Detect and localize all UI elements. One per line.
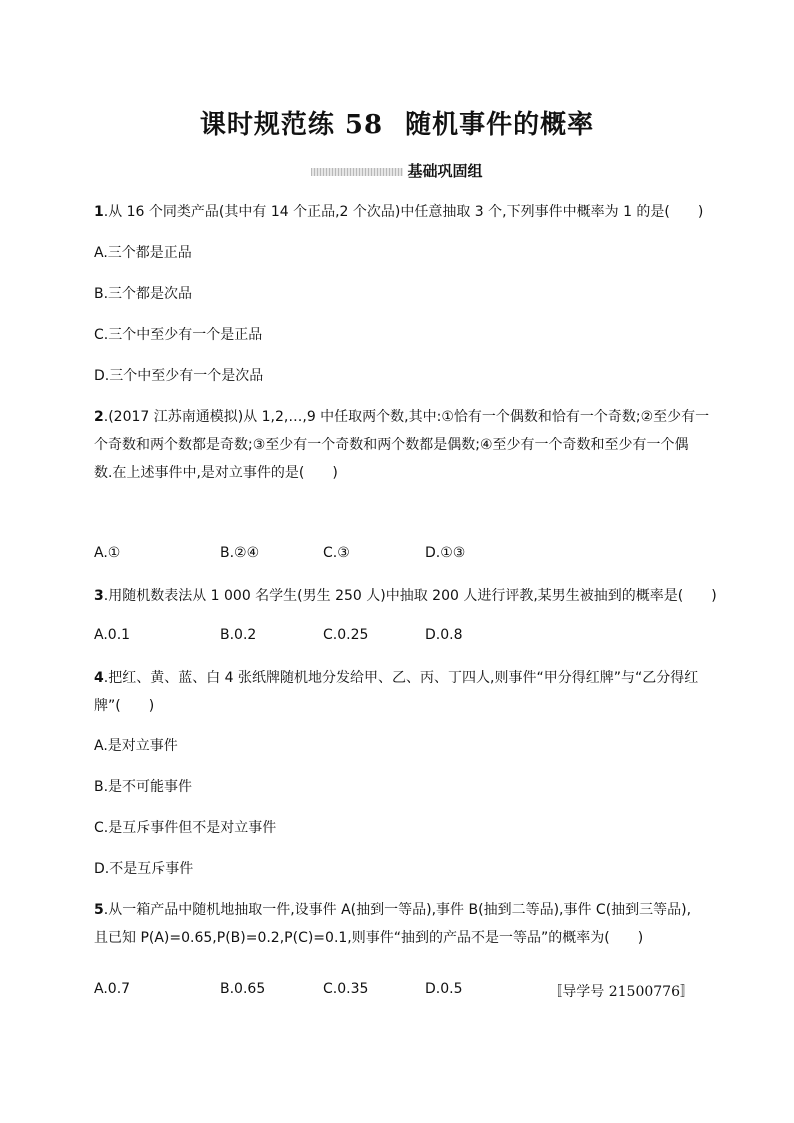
section-header	[0, 160, 794, 181]
title-part1: 课时规范练 58	[199, 110, 384, 140]
question-5-option-b: B.0.65	[220, 981, 266, 997]
question-3-option-a: A.0.1	[94, 627, 131, 643]
question-2-option-a: A.①	[94, 545, 121, 561]
question-1-option-b: B.三个都是次品	[94, 286, 193, 302]
question-number: 5	[94, 902, 104, 918]
question-4-option-d: D.不是互斥事件	[94, 861, 194, 877]
guide-number: 〚导学号 21500776〛	[548, 984, 694, 1000]
question-4-option-a: A.是对立事件	[94, 738, 178, 754]
question-1-option-c: C.三个中至少有一个是正品	[94, 327, 263, 343]
question-number: 3	[94, 588, 104, 604]
question-5-option-d: D.0.5	[425, 981, 463, 997]
title-part2: 随机事件的概率	[405, 110, 595, 140]
question-3-stem	[94, 586, 717, 606]
question-2-stem-line-2: 个奇数和两个数都是奇数;③至少有一个奇数和两个数都是偶数;④至少有一个奇数和至少有一个偶	[94, 437, 689, 453]
question-text: .从一箱产品中随机地抽取一件,设事件 A(抽到一等品),事件 B(抽到二等品),事件 C(抽到三等品),	[103, 902, 692, 918]
question-5-option-a: A.0.7	[94, 981, 131, 997]
question-3-option-c: C.0.25	[323, 627, 369, 643]
question-text: .从 16 个同类产品(其中有 14 个正品,2 个次品)中任意抽取 3 个,下列事件中概率为 1 的是( )	[103, 204, 704, 220]
question-4-option-b: B.是不可能事件	[94, 779, 193, 795]
question-1-stem	[94, 202, 703, 222]
question-2-stem-line-3: 数.在上述事件中,是对立事件的是( )	[94, 465, 338, 481]
page-title	[0, 104, 794, 141]
question-number: 2	[94, 409, 104, 425]
question-1-option-d: D.三个中至少有一个是次品	[94, 368, 264, 384]
question-5-stem-line-1	[94, 900, 691, 920]
question-text: .用随机数表法从 1 000 名学生(男生 250 人)中抽取 200 人进行评教,某男生被抽到的概率是( )	[103, 588, 717, 604]
question-2-option-d: D.①③	[425, 545, 466, 561]
section-bar-decoration	[311, 168, 403, 176]
question-3-option-d: D.0.8	[425, 627, 463, 643]
question-4-stem-line-1	[94, 668, 698, 688]
question-1-option-a: A.三个都是正品	[94, 245, 192, 261]
question-5-stem-line-2: 且已知 P(A)=0.65,P(B)=0.2,P(C)=0.1,则事件“抽到的产品不是一等品”的概率为( )	[94, 930, 644, 946]
question-text: .把红、黄、蓝、白 4 张纸牌随机地分发给甲、乙、丙、丁四人,则事件“甲分得红牌”与“乙分得红	[103, 670, 699, 686]
question-2-option-b: B.②④	[220, 545, 260, 561]
question-text: .(2017 江苏南通模拟)从 1,2,…,9 中任取两个数,其中:①恰有一个偶数和恰有一个奇数;②至少有一	[103, 409, 710, 425]
question-5-option-c: C.0.35	[323, 981, 369, 997]
question-4-stem-line-2: 牌”( )	[94, 698, 155, 714]
question-2-stem-line-1	[94, 407, 709, 427]
section-label: 基础巩固组	[407, 162, 483, 180]
question-number: 1	[94, 204, 104, 220]
question-4-option-c: C.是互斥事件但不是对立事件	[94, 820, 277, 836]
question-3-option-b: B.0.2	[220, 627, 257, 643]
question-2-option-c: C.③	[323, 545, 350, 561]
question-number: 4	[94, 670, 104, 686]
